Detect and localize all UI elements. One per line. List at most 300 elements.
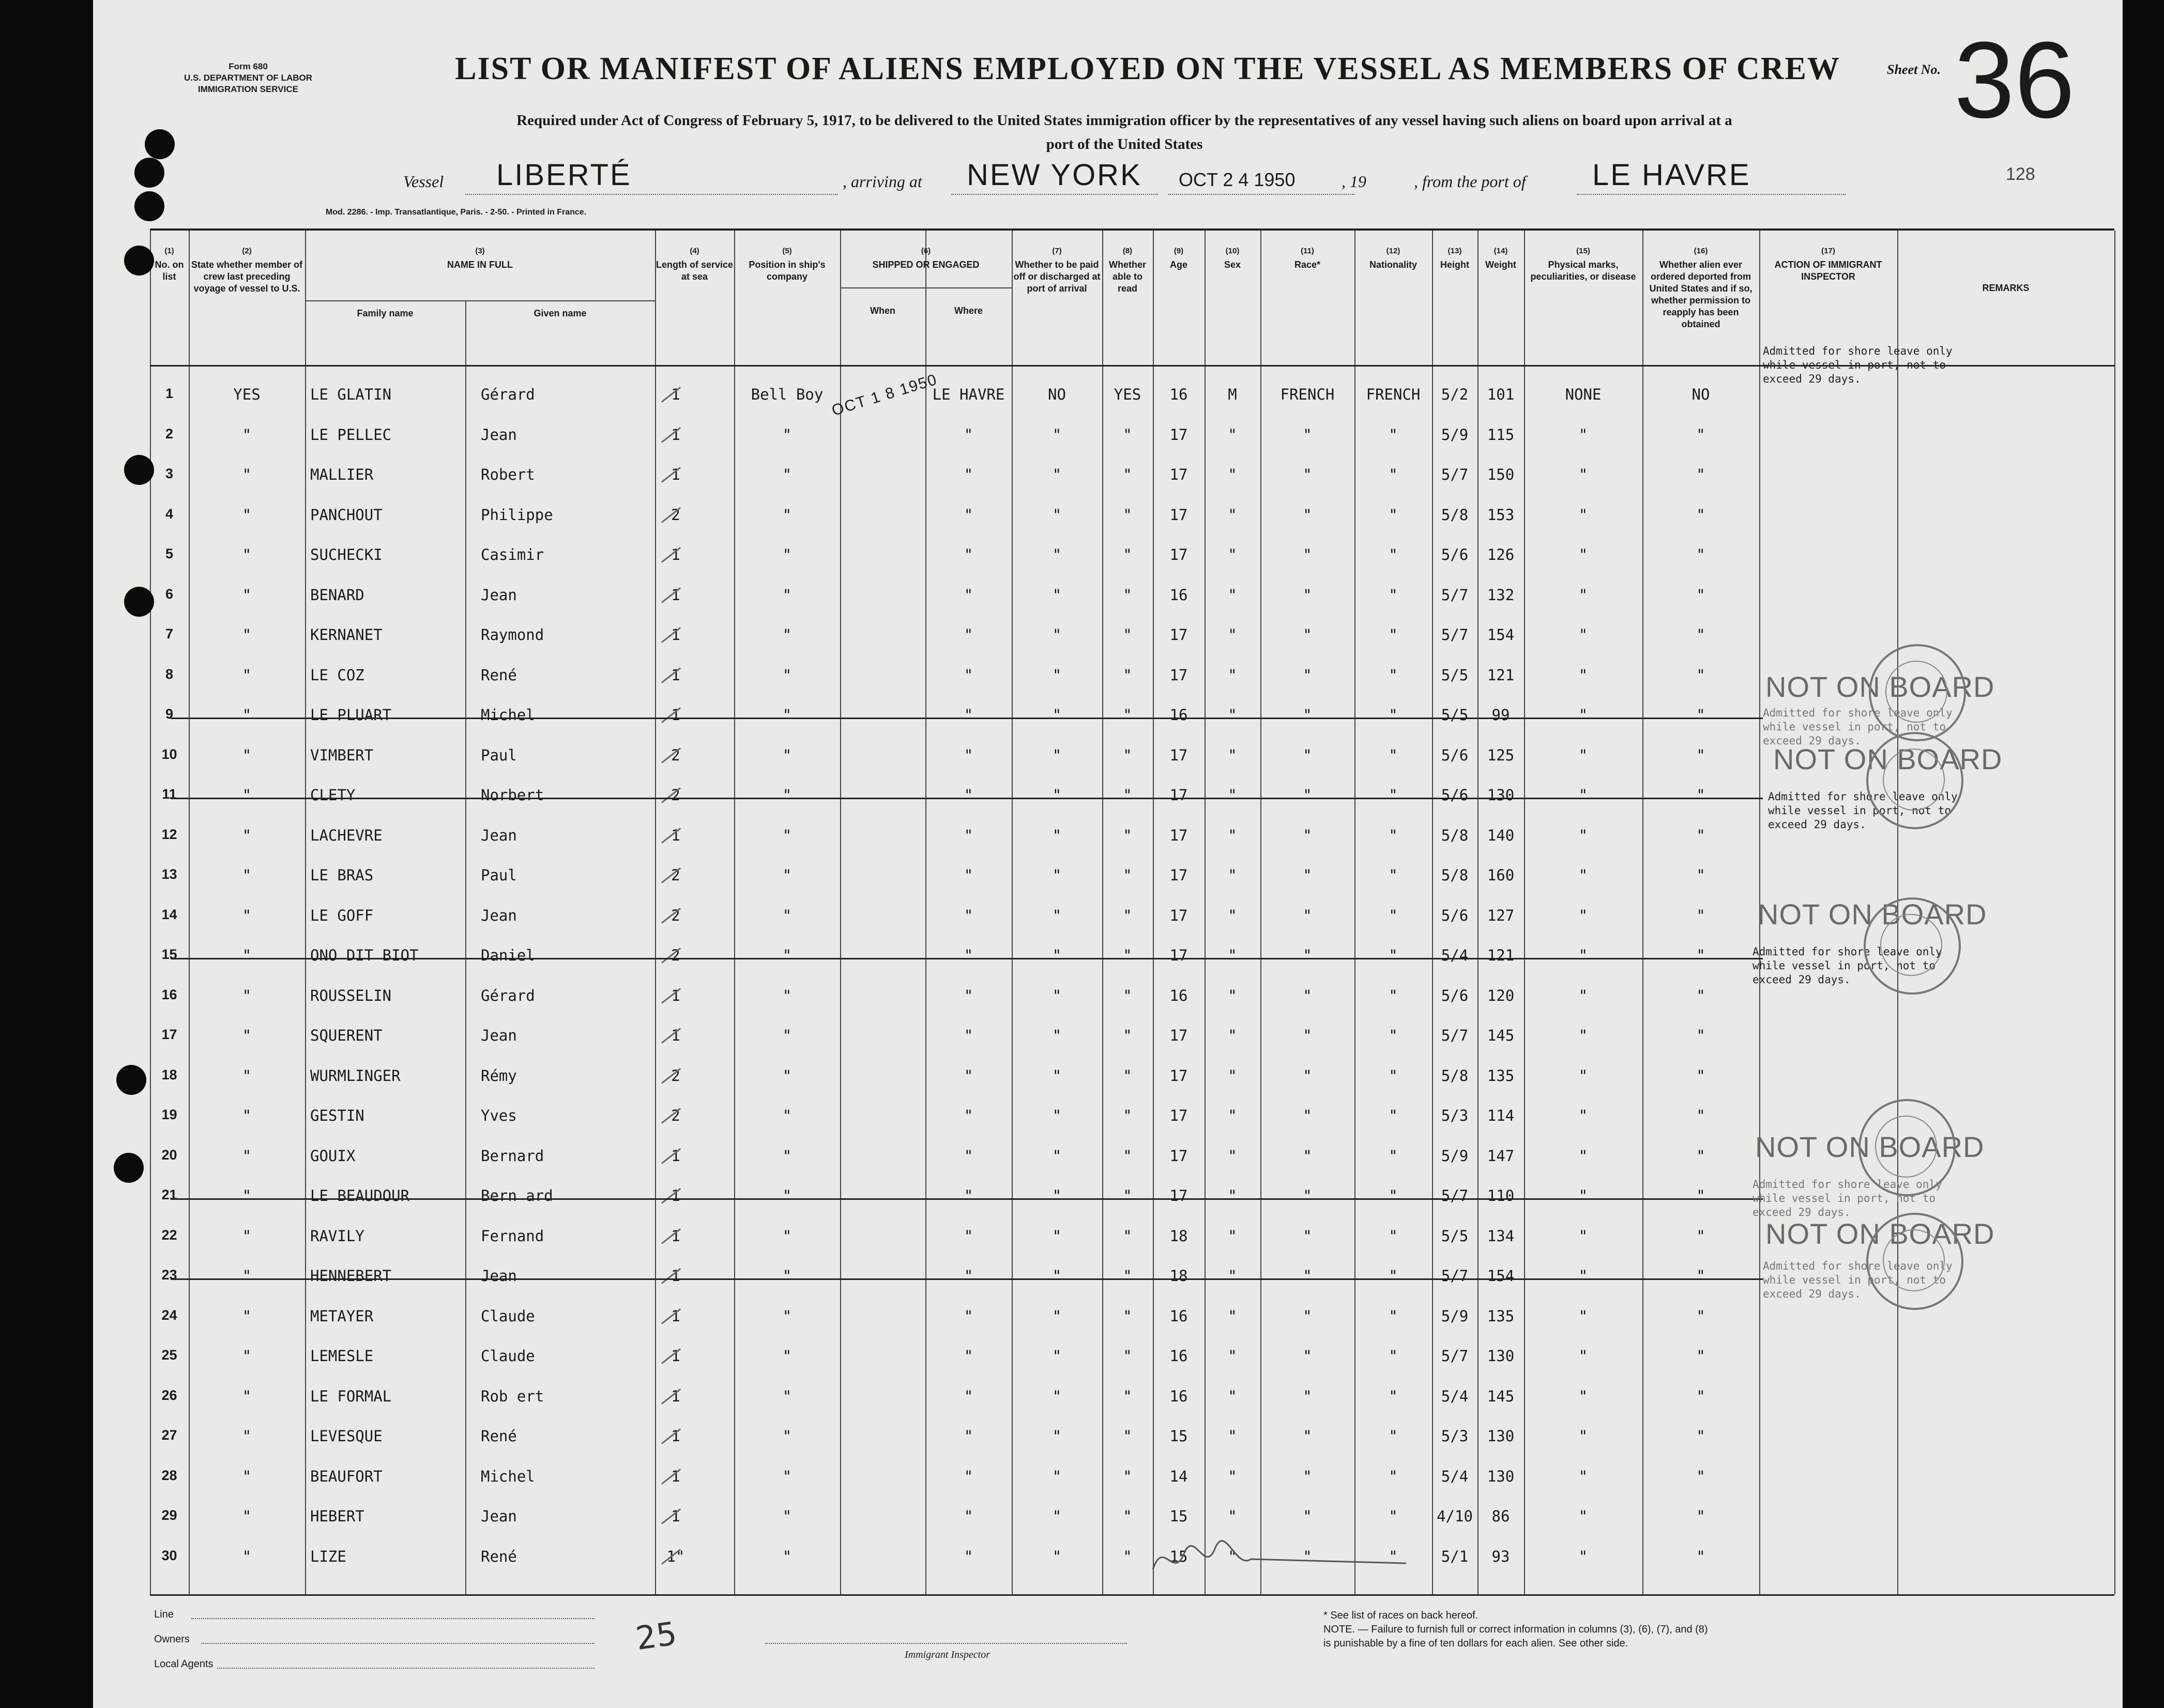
cell-paid: ": [1052, 1066, 1062, 1085]
cell-height: 5/5: [1441, 706, 1469, 724]
cell-age: 17: [1169, 546, 1188, 563]
cell-prev: ": [242, 1227, 252, 1245]
cell-sex: ": [1228, 866, 1237, 884]
cell-nationality: ": [1389, 986, 1398, 1004]
cell-prev: ": [242, 666, 252, 684]
cell-where: ": [964, 1467, 973, 1485]
header-sex: (10) Sex: [1224, 247, 1241, 270]
cell-deported: ": [1696, 1547, 1705, 1565]
cell-marks: ": [1578, 1467, 1588, 1485]
cell-paid: ": [1052, 906, 1062, 924]
cell-sex: ": [1228, 546, 1237, 563]
cell-marks: ": [1578, 786, 1588, 804]
cell-deported: ": [1696, 706, 1705, 724]
cell-deported: ": [1696, 866, 1705, 884]
cell-weight: 130: [1487, 1347, 1515, 1365]
cell-family: BENARD: [310, 586, 364, 604]
cell-where: ": [964, 1427, 973, 1445]
cell-paid: ": [1052, 706, 1062, 724]
cell-sex: ": [1228, 425, 1237, 444]
cell-position: ": [782, 1507, 792, 1525]
cell-sex: ": [1228, 1427, 1237, 1445]
cell-where: ": [964, 666, 973, 684]
cell-where: ": [964, 466, 973, 483]
cell-weight: 135: [1487, 1307, 1515, 1325]
cell-paid: NO: [1048, 386, 1066, 403]
cell-family: GOUIX: [310, 1147, 356, 1165]
cell-given: Jean: [481, 425, 517, 444]
cell-marks: ": [1578, 425, 1588, 444]
cell-height: 5/6: [1441, 546, 1469, 563]
cell-read: ": [1123, 1467, 1132, 1485]
cell-where: ": [964, 746, 973, 764]
cell-weight: 160: [1487, 866, 1515, 884]
cell-sex: ": [1228, 786, 1237, 804]
cell-read: ": [1123, 826, 1132, 844]
service: IMMIGRATION SERVICE: [198, 84, 298, 94]
remark-shore-leave-9: Admitted for shore leave only while vessel in port, not to exceed 29 days.: [1763, 707, 1953, 747]
header-nationality: (12) Nationality: [1369, 247, 1417, 270]
cell-weight: 130: [1487, 1427, 1515, 1445]
cell-given: Fernand: [481, 1227, 544, 1245]
cell-deported: ": [1696, 1507, 1705, 1525]
cell-paid: ": [1052, 626, 1062, 644]
not-on-board-stamp-21: NOT ON BOARD: [1755, 1131, 1985, 1163]
remark-shore-leave-23: Admitted for shore leave only while vessel in port, not to exceed 29 days.: [1763, 1260, 1953, 1300]
cell-deported: ": [1696, 586, 1705, 604]
cell-sex: ": [1228, 947, 1237, 964]
manifest-sheet: [93, 0, 2123, 1708]
cell-marks: ": [1578, 1547, 1588, 1565]
cell-nationality: ": [1389, 1347, 1398, 1365]
cell-service: 1: [671, 626, 680, 644]
cell-height: 5/4: [1441, 1387, 1469, 1405]
cell-service: 2: [671, 746, 680, 764]
cell-age: 16: [1169, 1347, 1188, 1365]
cell-service: 2: [671, 906, 680, 924]
cell-prev: ": [242, 1147, 252, 1165]
cell-read: ": [1123, 1066, 1132, 1085]
cell-service: 1: [671, 425, 680, 444]
cell-paid: ": [1052, 546, 1062, 563]
cell-where: ": [964, 1227, 973, 1245]
cell-family: WURMLINGER: [310, 1066, 401, 1085]
cell-nationality: ": [1389, 1387, 1398, 1405]
cell-deported: ": [1696, 906, 1705, 924]
cell-weight: 114: [1487, 1107, 1515, 1124]
cell-paid: ": [1052, 466, 1062, 483]
cell-position: ": [782, 826, 792, 844]
cell-given: Gérard: [481, 986, 535, 1004]
row-number: 1: [165, 386, 174, 401]
cell-position: ": [782, 986, 792, 1004]
cell-age: 17: [1169, 826, 1188, 844]
cell-position: ": [782, 466, 792, 483]
cell-given: Rob ert: [481, 1387, 544, 1405]
punch-hole: [116, 1065, 146, 1095]
cell-where: ": [964, 1027, 973, 1044]
cell-height: 5/7: [1441, 1347, 1469, 1365]
cell-race: ": [1303, 546, 1312, 563]
row-number: 15: [161, 947, 177, 962]
cell-prev: ": [242, 947, 252, 964]
remark-shore-leave: Admitted for shore leave only while vessel in port, not to exceed 29 days.: [1763, 345, 1953, 385]
cell-position: ": [782, 1107, 792, 1124]
not-on-board-stamp-23: NOT ON BOARD: [1765, 1217, 1995, 1250]
cell-given: Jean: [481, 586, 517, 604]
row-number: 25: [161, 1347, 177, 1363]
cell-read: ": [1123, 986, 1132, 1004]
cell-weight: 145: [1487, 1387, 1515, 1405]
cell-deported: ": [1696, 1427, 1705, 1445]
cell-marks: ": [1578, 506, 1588, 524]
cell-paid: ": [1052, 1467, 1062, 1485]
cell-race: ": [1303, 1066, 1312, 1085]
row-number: 10: [161, 746, 177, 762]
cell-where: ": [964, 826, 973, 844]
cell-nationality: ": [1389, 826, 1398, 844]
cell-height: 5/4: [1441, 1467, 1469, 1485]
cell-where: ": [964, 1307, 973, 1325]
cell-family: LEMESLE: [310, 1347, 374, 1365]
cell-where: ": [964, 1267, 973, 1285]
cell-paid: ": [1052, 947, 1062, 964]
cell-race: ": [1303, 1307, 1312, 1325]
cell-service: 1: [671, 986, 680, 1004]
cell-service: 1: [671, 586, 680, 604]
cell-race: ": [1303, 666, 1312, 684]
cell-age: 16: [1169, 1387, 1188, 1405]
cell-service: 1: [671, 1267, 680, 1285]
cell-weight: 127: [1487, 906, 1515, 924]
le-havre-seal: [1866, 1213, 1963, 1310]
punch-hole: [114, 1153, 144, 1183]
cell-position: ": [782, 1027, 792, 1044]
cell-service: 1: [671, 1347, 680, 1365]
cell-position: ": [782, 546, 792, 563]
cell-race: ": [1303, 746, 1312, 764]
cell-where: ": [964, 1547, 973, 1565]
form-id: [155, 61, 341, 95]
cell-height: 5/7: [1441, 1027, 1469, 1044]
cell-race: ": [1303, 626, 1312, 644]
cell-deported: ": [1696, 666, 1705, 684]
cell-family: LIZE: [310, 1547, 346, 1565]
cell-position: ": [782, 1387, 792, 1405]
row-number: 18: [161, 1066, 177, 1082]
cell-nationality: ": [1389, 1066, 1398, 1085]
cell-where: ": [964, 786, 973, 804]
cell-weight: 130: [1487, 786, 1515, 804]
cell-race: ": [1303, 506, 1312, 524]
cell-family: VIMBERT: [310, 746, 374, 764]
punch-hole: [145, 129, 175, 159]
cell-position: ": [782, 586, 792, 604]
cell-sex: ": [1228, 1347, 1237, 1365]
cell-service: 1: [671, 706, 680, 724]
cell-weight: 110: [1487, 1187, 1515, 1204]
cell-age: 17: [1169, 506, 1188, 524]
cell-age: 17: [1169, 906, 1188, 924]
cell-given: Yves: [481, 1107, 517, 1124]
cell-prev: ": [242, 1066, 252, 1085]
cell-prev: ": [242, 546, 252, 563]
cell-weight: 132: [1487, 586, 1515, 604]
cell-age: 15: [1169, 1547, 1188, 1565]
cell-family: LE FORMAL: [310, 1387, 392, 1405]
cell-height: 5/9: [1441, 1307, 1469, 1325]
cell-where: ": [964, 546, 973, 563]
cell-age: 17: [1169, 866, 1188, 884]
cell-nationality: ": [1389, 666, 1398, 684]
row-number: 27: [161, 1427, 177, 1443]
cell-family: LE GOFF: [310, 906, 374, 924]
cell-where: ": [964, 1507, 973, 1525]
cell-height: 5/8: [1441, 826, 1469, 844]
cell-nationality: ": [1389, 586, 1398, 604]
cell-height: 5/6: [1441, 786, 1469, 804]
cell-marks: ": [1578, 586, 1588, 604]
cell-age: 15: [1169, 1507, 1188, 1525]
cell-prev: ": [242, 586, 252, 604]
cell-marks: ": [1578, 466, 1588, 483]
document-title: LIST OR MANIFEST OF ALIENS EMPLOYED ON THE VESSEL AS MEMBERS OF CREW: [455, 51, 1840, 86]
cell-age: 16: [1169, 586, 1188, 604]
cell-position: ": [782, 1427, 792, 1445]
cell-nationality: ": [1389, 1147, 1398, 1165]
cell-where: ": [964, 906, 973, 924]
cell-prev: ": [242, 1547, 252, 1565]
cell-height: 5/6: [1441, 906, 1469, 924]
cell-given: Bern ard: [481, 1187, 553, 1204]
cell-sex: ": [1228, 1027, 1237, 1044]
cell-family: LE PLUART: [310, 706, 392, 724]
cell-age: 16: [1169, 706, 1188, 724]
cell-deported: ": [1696, 786, 1705, 804]
cell-deported: NO: [1691, 386, 1710, 403]
cell-given: Raymond: [481, 626, 544, 644]
cell-given: René: [481, 666, 517, 684]
cell-read: ": [1123, 586, 1132, 604]
cell-paid: ": [1052, 1187, 1062, 1204]
cell-age: 17: [1169, 1187, 1188, 1204]
cell-race: ": [1303, 1467, 1312, 1485]
cell-read: ": [1123, 1187, 1132, 1204]
cell-given: Gérard: [481, 386, 535, 403]
cell-where: ": [964, 506, 973, 524]
cell-race: ": [1303, 1107, 1312, 1124]
subtitle: [264, 109, 1985, 156]
cell-nationality: ": [1389, 786, 1398, 804]
cell-paid: ": [1052, 666, 1062, 684]
cell-prev: ": [242, 466, 252, 483]
cell-age: 15: [1169, 1427, 1188, 1445]
cell-age: 17: [1169, 947, 1188, 964]
cell-marks: ": [1578, 1147, 1588, 1165]
cell-given: Jean: [481, 1027, 517, 1044]
cell-age: 16: [1169, 386, 1188, 403]
cell-service: 1: [671, 1147, 680, 1165]
cell-where: ": [964, 1066, 973, 1085]
cell-family: METAYER: [310, 1307, 374, 1325]
cell-where: ": [964, 1107, 973, 1124]
vessel-label: Vessel: [403, 172, 444, 191]
cell-weight: 150: [1487, 466, 1515, 483]
row-number: 14: [161, 906, 177, 922]
cell-nationality: ": [1389, 466, 1398, 483]
strikethrough-line: [171, 718, 1763, 719]
header-deported: (16) Whether alien ever ordered deported from United States and if so, whether permission to reapply has been obtained: [1649, 247, 1752, 329]
cell-deported: ": [1696, 1307, 1705, 1325]
row-number: 11: [162, 786, 177, 802]
cell-position: ": [782, 626, 792, 644]
header-height: (13) Height: [1440, 247, 1469, 270]
cell-marks: ": [1578, 947, 1588, 964]
cell-height: 5/5: [1441, 666, 1469, 684]
cell-race: ": [1303, 1547, 1312, 1565]
cell-deported: ": [1696, 506, 1705, 524]
cell-age: 16: [1169, 1307, 1188, 1325]
cell-marks: ": [1578, 1027, 1588, 1044]
note-penalty-1: NOTE. — Failure to furnish full or correct information in columns (3), (6), (7), and (8): [1323, 1624, 1708, 1635]
cell-given: Daniel: [481, 947, 535, 964]
cell-weight: 153: [1487, 506, 1515, 524]
cell-sex: ": [1228, 826, 1237, 844]
cell-position: ": [782, 1187, 792, 1204]
cell-height: 5/9: [1441, 425, 1469, 444]
arrival-date-stamp: OCT 2 4 1950: [1179, 169, 1296, 190]
cell-family: LACHEVRE: [310, 826, 383, 844]
cell-read: ": [1123, 1547, 1132, 1565]
remark-shore-leave-11: Admitted for shore leave only while vessel in port, not to exceed 29 days.: [1768, 790, 1958, 831]
cell-given: Paul: [481, 866, 517, 884]
cell-paid: ": [1052, 586, 1062, 604]
cell-nationality: ": [1389, 1467, 1398, 1485]
row-number: 23: [161, 1267, 177, 1283]
cell-weight: 121: [1487, 666, 1515, 684]
cell-deported: ": [1696, 986, 1705, 1004]
cell-family: KERNANET: [310, 626, 383, 644]
cell-marks: ": [1578, 1347, 1588, 1365]
cell-prev: ": [242, 1347, 252, 1365]
remark-shore-leave-21: Admitted for shore leave only while vessel in port, not to exceed 29 days.: [1752, 1178, 1942, 1218]
row-number: 21: [161, 1187, 177, 1202]
row-number: 8: [165, 666, 174, 682]
cell-nationality: ": [1389, 1227, 1398, 1245]
cell-family: CLETY: [310, 786, 356, 804]
cell-race: ": [1303, 586, 1312, 604]
sheet-number: 36: [1954, 19, 2075, 141]
cell-paid: ": [1052, 746, 1062, 764]
strikethrough-line: [171, 958, 1763, 959]
cell-weight: 86: [1491, 1507, 1510, 1525]
cell-weight: 120: [1487, 986, 1515, 1004]
cell-deported: ": [1696, 1107, 1705, 1124]
from-label: , from the port of: [1414, 172, 1526, 191]
cell-race: ": [1303, 906, 1312, 924]
cell-given: Philippe: [481, 506, 553, 524]
vessel-line: [93, 158, 2123, 199]
cell-service: 1: [671, 1387, 680, 1405]
cell-read: ": [1123, 1027, 1132, 1044]
cell-paid: ": [1052, 866, 1062, 884]
punch-hole: [134, 191, 164, 221]
cell-paid: ": [1052, 1147, 1062, 1165]
cell-sex: ": [1228, 706, 1237, 724]
cell-family: HENNEBERT: [310, 1267, 392, 1285]
cell-sex: ": [1228, 1107, 1237, 1124]
cell-sex: ": [1228, 506, 1237, 524]
cell-nationality: ": [1389, 1547, 1398, 1565]
cell-age: 16: [1169, 986, 1188, 1004]
from-port: LE HAVRE: [1592, 158, 1751, 192]
cell-weight: 101: [1487, 386, 1515, 403]
cell-read: ": [1123, 1267, 1132, 1285]
strikethrough-line: [171, 798, 1763, 799]
cell-family: GESTIN: [310, 1107, 364, 1124]
cell-deported: ": [1696, 1387, 1705, 1405]
cell-nationality: ": [1389, 746, 1398, 764]
cell-given: Bernard: [481, 1147, 544, 1165]
cell-position: ": [782, 506, 792, 524]
cell-height: 5/5: [1441, 1227, 1469, 1245]
cell-paid: ": [1052, 1307, 1062, 1325]
cell-where: ": [964, 1147, 973, 1165]
cell-where: ": [964, 947, 973, 964]
cell-family: ONO DIT BIOT: [310, 947, 419, 964]
note-races: * See list of races on back hereof.: [1323, 1610, 1479, 1621]
cell-paid: ": [1052, 1227, 1062, 1245]
cell-service: 1: [671, 1507, 680, 1525]
cell-race: ": [1303, 1187, 1312, 1204]
note-penalty-2: is punishable by a fine of ten dollars for each alien. See other side.: [1323, 1638, 1628, 1649]
cell-paid: ": [1052, 1267, 1062, 1285]
cell-prev: ": [242, 506, 252, 524]
row-number: 26: [161, 1387, 177, 1403]
cell-height: 5/7: [1441, 1267, 1469, 1285]
cell-nationality: FRENCH: [1366, 386, 1421, 403]
cell-read: ": [1123, 786, 1132, 804]
cell-marks: ": [1578, 706, 1588, 724]
cell-service: 2: [671, 1107, 680, 1124]
cell-service: 1: [671, 1427, 680, 1445]
cell-service: 1: [671, 1467, 680, 1485]
cell-position: ": [782, 1066, 792, 1085]
cell-given: Jean: [481, 1267, 517, 1285]
cell-given: René: [481, 1427, 517, 1445]
cell-age: 17: [1169, 746, 1188, 764]
cell-race: FRENCH: [1280, 386, 1335, 403]
cell-prev: ": [242, 1027, 252, 1044]
cell-given: Michel: [481, 706, 535, 724]
cell-read: ": [1123, 1107, 1132, 1124]
cell-paid: ": [1052, 786, 1062, 804]
cell-deported: ": [1696, 1467, 1705, 1485]
row-number: 5: [165, 546, 174, 561]
cell-family: LE PELLEC: [310, 425, 392, 444]
cell-height: 5/9: [1441, 1147, 1469, 1165]
form-number: Form 680: [228, 62, 268, 71]
cell-service: 1: [671, 546, 680, 563]
cell-prev: ": [242, 1267, 252, 1285]
cell-race: ": [1303, 1507, 1312, 1525]
cell-sex: ": [1228, 1507, 1237, 1525]
cell-height: 5/7: [1441, 626, 1469, 644]
cell-age: 14: [1169, 1467, 1188, 1485]
printer-line: Mod. 2286. - Imp. Transatlantique, Paris. - 2-50. - Printed in France.: [326, 208, 587, 217]
header-given-name: Given name: [534, 308, 587, 318]
row-number: 22: [161, 1227, 177, 1243]
